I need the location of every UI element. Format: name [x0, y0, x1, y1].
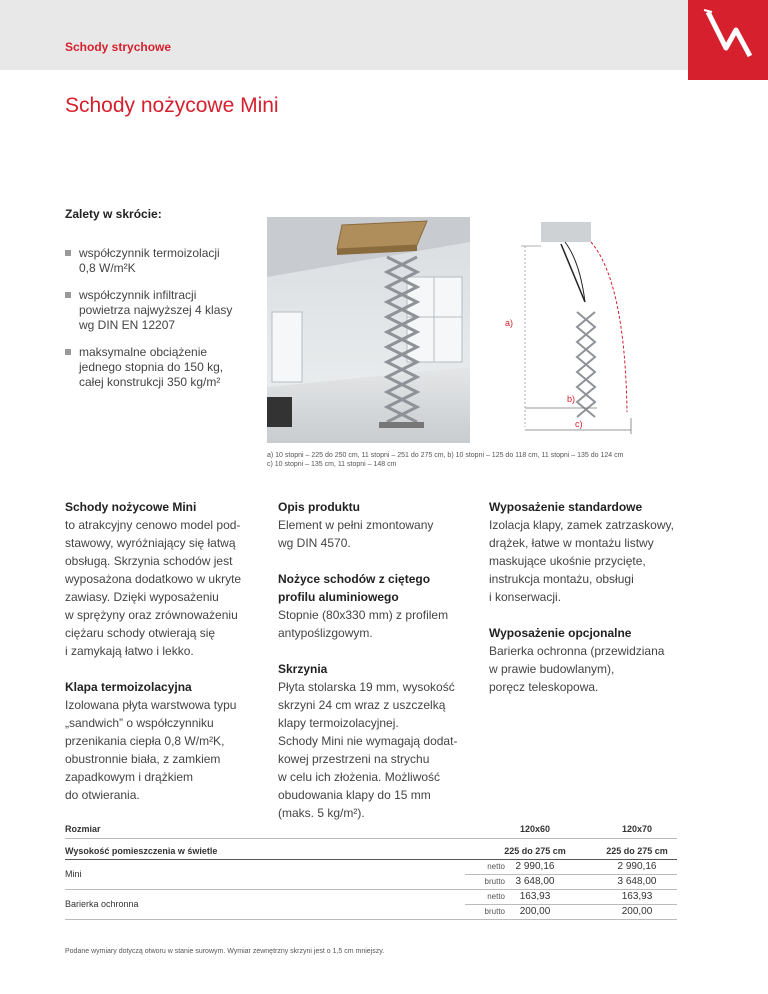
bullet-icon: [65, 349, 71, 355]
header-bar: [0, 0, 688, 70]
price-value: 163,93: [621, 891, 653, 902]
size-label: Rozmiar: [65, 824, 101, 834]
column-equipment: [489, 498, 699, 696]
label-a: a): [505, 318, 514, 328]
section-heading: Klapa termoizolacyjna: [65, 680, 192, 694]
netto-label: netto: [487, 892, 505, 901]
section-heading: Wyposażenie standardowe: [489, 500, 643, 514]
advantages-heading: Zalety w skrócie:: [65, 207, 162, 221]
brutto-label: brutto: [484, 907, 505, 916]
brand-logo: [688, 0, 768, 80]
paragraph: Stopnie (80x330 mm) z profilem antypoślizgowym.: [278, 608, 449, 640]
bullet-icon: [65, 250, 71, 256]
row-name: Barierka ochronna: [65, 899, 139, 909]
netto-label: netto: [487, 862, 505, 871]
section-heading: Opis produktu: [278, 500, 360, 514]
divider: [65, 889, 677, 890]
advantage-item: współczynnik infiltracji powietrza najwyższej 4 klasy wg DIN EN 12207: [65, 288, 279, 333]
divider: [465, 904, 677, 905]
paragraph: Izolacja klapy, zamek zatrzaskowy, drążek, łatwe w montażu listwy maskujące ukośnie przycięte, instrukcja montażu, obsługi i konserwacji.: [489, 518, 674, 604]
bullet-icon: [65, 292, 71, 298]
advantage-item: współczynnik termoizolacji 0,8 W/m²K: [65, 246, 279, 276]
paragraph: Izolowana płyta warstwowa typu „sandwich” o współczynniku przenikania ciepła 0,8 W/m²K, obustronnie biała, z zamkiem zapadkowym i drążkiem do otwierania.: [65, 698, 237, 802]
price-value: 2 990,16: [515, 861, 555, 872]
height-value: 225 do 275 cm: [606, 846, 668, 856]
price-value: 163,93: [519, 891, 551, 902]
size-header: 120x70: [621, 824, 653, 834]
paragraph: Element w pełni zmontowany wg DIN 4570.: [278, 518, 434, 550]
label-b: b): [567, 394, 576, 404]
paragraph: to atrakcyjny cenowo model pod- stawowy, wyróżniający się łatwą obsługą. Skrzynia schodów jest wyposażona dodatkowo w ukryte zawiasy. Dzięki wyposażeniu w sprężyny oraz zrównoważeniu ciężaru schody otwierają się i zamykają łatwo i lekko.: [65, 518, 242, 658]
size-header: 120x60: [519, 824, 551, 834]
height-value: 225 do 275 cm: [504, 846, 566, 856]
section-heading: Schody nożycowe Mini: [65, 500, 197, 514]
product-photo: [267, 217, 470, 443]
label-c: c): [575, 419, 583, 429]
divider: [65, 838, 677, 839]
dimension-diagram: [505, 222, 650, 438]
brutto-label: brutto: [484, 877, 505, 886]
row-name: Mini: [65, 869, 82, 879]
paragraph: Barierka ochronna (przewidziana w prawie budowlanym), poręcz teleskopowa.: [489, 644, 665, 694]
section-heading: Wyposażenie opcjonalne: [489, 626, 632, 640]
advantage-item: maksymalne obciążenie jednego stopnia do 150 kg, całej konstrukcji 350 kg/m²: [65, 345, 279, 390]
category-label: Schody strychowe: [65, 40, 172, 54]
price-value: 200,00: [621, 906, 653, 917]
price-value: 2 990,16: [617, 861, 657, 872]
column-description: [278, 498, 478, 822]
divider: [65, 859, 677, 860]
page-title: Schody nożycowe Mini: [65, 94, 279, 117]
divider: [65, 919, 677, 920]
divider: [465, 874, 677, 875]
footnote: Podane wymiary dotyczą otworu w stanie surowym. Wymiar zewnętrzny skrzyni jest o 1,5 cm mniejszy.: [65, 948, 385, 955]
height-label: Wysokość pomieszczenia w świetle: [65, 846, 218, 856]
column-intro: [65, 498, 265, 804]
paragraph: Płyta stolarska 19 mm, wysokość skrzyni 24 cm wraz z uszczelką klapy termoizolacyjnej. Schody Mini nie wymagają dodat- kowej przestrzeni na strychu w celu ich złożenia. Możliwość obudowania klapy do 15 mm (maks. 5 kg/m²).: [278, 680, 458, 820]
price-value: 3 648,00: [617, 876, 657, 887]
price-value: 200,00: [519, 906, 551, 917]
section-heading: Skrzynia: [278, 662, 328, 676]
image-caption: a) 10 stopni – 225 do 250 cm, 11 stopni – 251 do 275 cm, b) 10 stopni – 125 do 118 cm, 11 stopni – 135 do 124 cm c) 10 stopni – 135 cm, 11 stopni – 148 cm: [267, 452, 624, 468]
section-heading: Nożyce schodów z ciętego profilu aluminiowego: [278, 572, 431, 604]
price-value: 3 648,00: [515, 876, 555, 887]
